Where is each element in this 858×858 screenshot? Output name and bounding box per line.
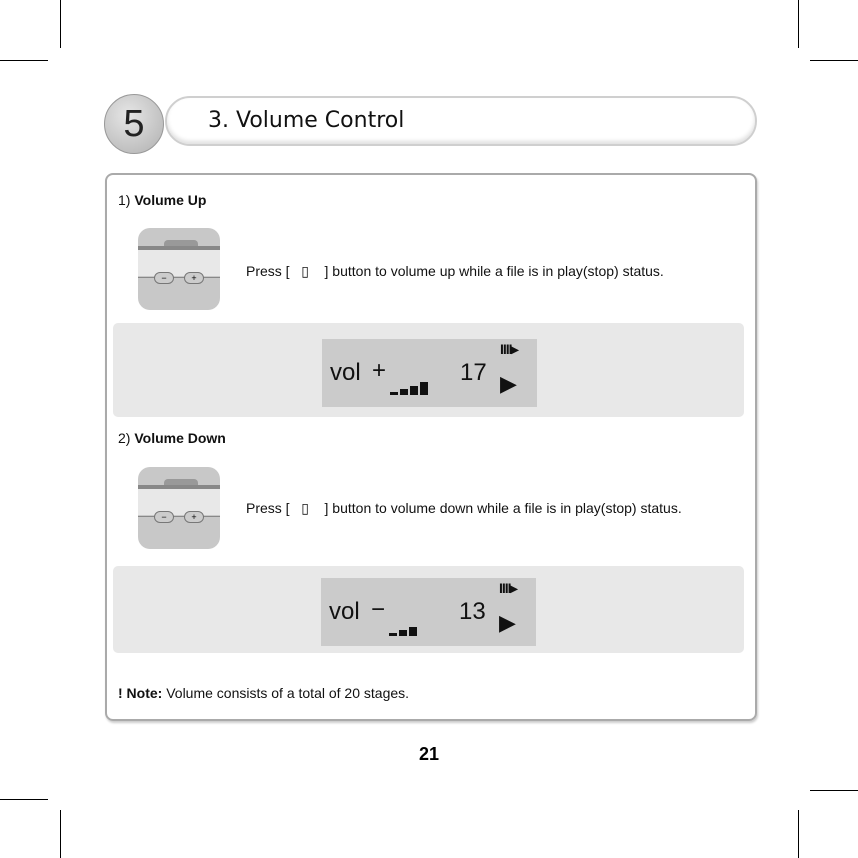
lcd-label: vol — [329, 598, 360, 625]
lcd-display-volume-down — [321, 578, 536, 646]
note-label: ! Note: — [118, 685, 163, 701]
lcd-label: vol — [330, 359, 361, 386]
button-glyph: ▯ — [301, 263, 309, 279]
lcd-volume-value: 13 — [459, 598, 486, 625]
volume-bars-icon — [389, 608, 419, 620]
step-number: 1) — [118, 192, 131, 208]
note — [118, 685, 409, 701]
minus-icon: − — [154, 272, 174, 284]
step-heading: Volume Up — [134, 192, 207, 208]
crop-mark — [798, 0, 799, 48]
plus-icon: + — [184, 272, 204, 284]
volume-button-icon — [138, 467, 220, 549]
display-band — [113, 323, 744, 417]
volume-down-heading — [118, 430, 226, 446]
volume-down-description — [246, 499, 716, 518]
crop-mark — [60, 0, 61, 48]
lcd-display-volume-up — [322, 339, 537, 407]
page-number: 21 — [418, 744, 440, 764]
battery-icon: IIII▸ — [500, 341, 518, 357]
plus-icon: + — [184, 511, 204, 523]
crop-mark — [810, 790, 858, 791]
crop-mark — [798, 810, 799, 858]
step-heading: Volume Down — [134, 430, 226, 446]
minus-icon: − — [154, 511, 174, 523]
section-title: 3. Volume Control — [208, 108, 405, 133]
text: Press [ — [246, 263, 290, 279]
volume-bars-icon — [390, 367, 430, 381]
lcd-sign: + — [372, 357, 387, 384]
button-glyph: ▯ — [301, 500, 309, 516]
section-number-badge: 5 — [104, 94, 164, 154]
step-number: 2) — [118, 430, 131, 446]
text: Press [ — [246, 500, 290, 516]
battery-icon: IIII▸ — [499, 580, 517, 596]
volume-button-icon — [138, 228, 220, 310]
volume-up-description — [246, 262, 716, 281]
display-band — [113, 566, 744, 653]
note-text: Volume consists of a total of 20 stages. — [166, 685, 410, 701]
play-icon: ▶ — [499, 610, 516, 635]
crop-mark — [0, 799, 48, 800]
play-icon: ▶ — [500, 371, 517, 396]
lcd-volume-value: 17 — [460, 359, 487, 386]
crop-mark — [810, 60, 858, 61]
crop-mark — [60, 810, 61, 858]
text: ] button to volume up while a file is in play(stop) status. — [324, 263, 664, 279]
crop-mark — [0, 60, 48, 61]
text: ] button to volume down while a file is in play(stop) status. — [324, 500, 682, 516]
volume-up-heading — [118, 192, 206, 208]
lcd-sign: − — [371, 596, 386, 623]
